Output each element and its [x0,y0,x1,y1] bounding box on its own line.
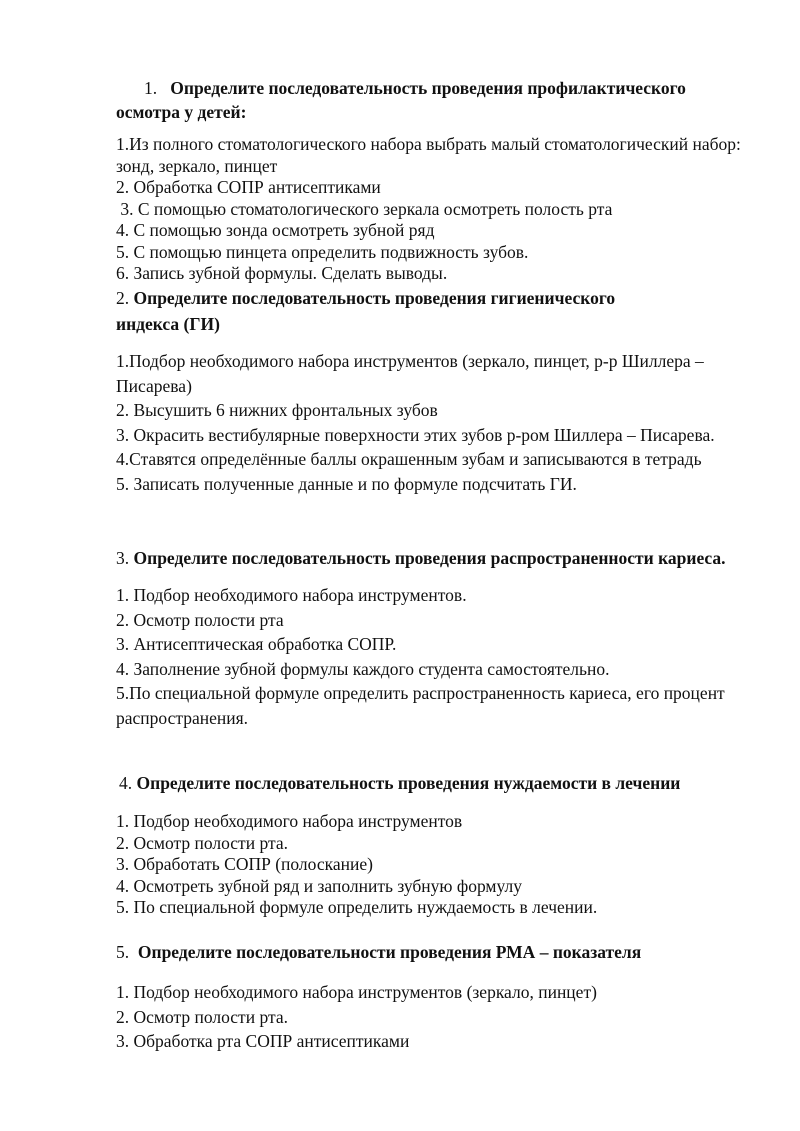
steps-list [116,811,746,919]
question-2 [116,285,746,497]
list-item: 4. Заполнение зубной формулы каждого студента самостоятельно. [116,658,610,679]
question-title: Определите последовательности проведения РМА – показателя [137,942,642,962]
list-item: 2. Осмотр полости рта. [116,1006,288,1027]
list-item: 5.По специальной формуле определить распространенность кариеса, его процент распространения. [116,683,725,728]
question-number: 2. [116,288,130,308]
question-title: Определите последовательность проведения гигиенического индекса (ГИ) [116,288,616,334]
list-item: 5. С помощью пинцета определить подвижность зубов. [116,241,529,262]
list-item: 5. По специальной формуле определить нуждаемость в лечении. [116,897,598,917]
list-item: 2. Обработка СОПР антисептиками [116,177,381,197]
list-item: 4.Ставятся определённые баллы окрашенным зубам и записываются в тетрадь [116,449,702,470]
list-item: 5. Записать полученные данные и по формуле подсчитать ГИ. [116,473,577,494]
list-item: 6. Запись зубной формулы. Сделать выводы. [116,263,448,283]
question-title: Определите последовательность проведения профилактического осмотра у детей: [116,78,686,122]
question-heading [116,771,746,795]
list-item: 3. Обработать СОПР (полоскание) [116,854,373,874]
list-item: 1.Из полного стоматологического набора выбрать малый стоматологический набор: зонд, зеркало, пинцет [116,134,741,176]
steps-list [116,134,746,285]
list-item: 3. Окрасить вестибулярные поверхности этих зубов р-ром Шиллера – Писарева. [116,424,715,445]
question-number: 4. [119,773,133,793]
list-item: 1. Подбор необходимого набора инструментов. [116,585,467,605]
question-heading [116,940,746,964]
question-heading [116,76,746,124]
question-heading [116,285,676,337]
steps-list [116,980,746,1054]
question-number: 5. [116,942,130,962]
question-1 [116,76,746,285]
list-item: 3. Обработка рта СОПР антисептиками [116,1031,410,1052]
question-5 [116,940,746,1054]
list-item: 1. Подбор необходимого набора инструментов (зеркало, пинцет) [116,982,597,1002]
steps-list [116,583,746,731]
question-number: 1. [144,78,158,98]
list-item: 3. С помощью стоматологического зеркала осмотреть полость рта [116,198,613,219]
list-item: 2. Осмотр полости рта [116,609,284,630]
list-item: 1.Подбор необходимого набора инструментов (зеркало, пинцет, р-р Шиллера – Писарева) [116,351,704,396]
list-item: 3. Антисептическая обработка СОПР. [116,634,397,655]
question-number: 3. [116,548,130,568]
list-item: 4. С помощью зонда осмотреть зубной ряд [116,220,435,240]
question-4 [116,771,746,919]
question-3 [116,545,746,731]
list-item: 1. Подбор необходимого набора инструментов [116,811,463,831]
steps-list [116,349,746,497]
list-item: 2. Высушить 6 нижних фронтальных зубов [116,400,438,421]
list-item: 4. Осмотреть зубной ряд и заполнить зубную формулу [116,875,522,896]
question-heading [116,545,746,571]
list-item: 2. Осмотр полости рта. [116,832,288,853]
question-title: Определите последовательность проведения нуждаемости в лечении [136,773,681,793]
question-title: Определите последовательность проведения распространенности кариеса. [133,548,726,568]
